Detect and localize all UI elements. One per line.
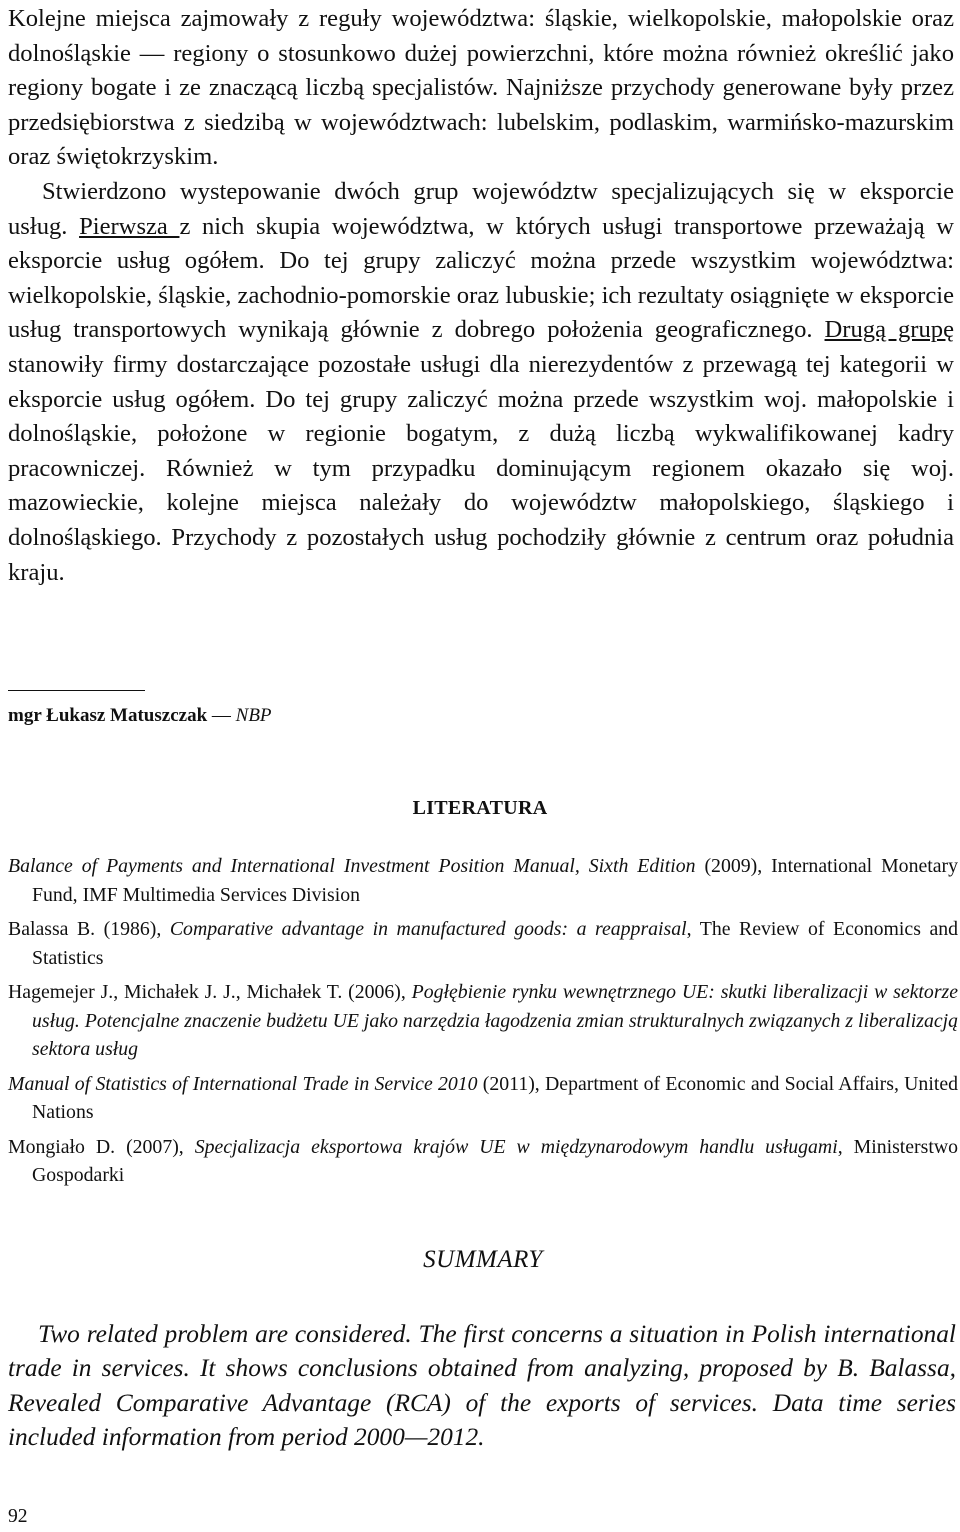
reference-list xyxy=(8,852,958,1196)
underlined-second-group: Drugą grupę xyxy=(824,316,954,344)
reference-title: Comparative advantage in manufactured goods: a reappraisal xyxy=(169,918,687,940)
reference-authors: Hagemejer J., Michałek J. J., Michałek T. (2006), xyxy=(8,981,412,1003)
footnote-rule xyxy=(8,690,145,691)
paragraph-regions-text: Kolejne miejsca zajmowały z reguły województwa: śląskie, wielkopolskie, małopolskie oraz dolnośląskie — regiony o stosunkowo dużej powierzchni, które można również określić jako regiony bogate i ze znaczącą liczbą specjalistów. Najniższe przychody generowane były przez przedsiębiorstwa z siedzibą w województwach: lubelskim, podlaskim, warmińsko-mazurskim oraz świętokrzyskim. xyxy=(8,5,954,171)
reference-item xyxy=(8,1070,958,1127)
author-affiliation: NBP xyxy=(235,705,272,726)
literature-heading: LITERATURA xyxy=(412,797,548,819)
author-dash: — xyxy=(207,705,236,726)
page-number: 92 xyxy=(8,1506,28,1527)
reference-publisher: (2009), International Monetary Fund, IMF Multimedia Services Division xyxy=(32,855,958,906)
reference-title: Balance of Payments and International Investment Position Manual, Sixth Edition xyxy=(8,855,696,877)
summary-text xyxy=(8,1317,956,1455)
reference-authors: Mongiało D. (2007), xyxy=(8,1135,195,1158)
reference-item xyxy=(8,1133,958,1190)
reference-publisher: (2011), Department of Economic and Social Affairs, United Nations xyxy=(32,1072,958,1123)
author-line xyxy=(8,703,272,729)
summary-paragraph: Two related problem are considered. The first concerns a situation in Polish international trade in services. It shows conclusions obtained from analyzing, proposed by B. Balassa, Revealed Comparative Advantage (RCA) of the exports of services. Data time series included information from period 2000—2012. xyxy=(8,1320,956,1452)
reference-title: Pogłębienie rynku wewnętrznego UE: skutki liberalizacji w sektorze usług. Potencjalne znaczenie budżetu UE jako narzędzia łagodzenia zmian strukturalnych związanych z liberalizacją sektora usług xyxy=(32,981,958,1060)
reference-title: Specjalizacja eksportowa krajów UE w międzynarodowym handlu usługami xyxy=(194,1135,838,1158)
reference-item xyxy=(8,852,958,909)
body-text xyxy=(8,2,954,590)
paragraph-regions xyxy=(8,2,954,175)
paragraph-groups xyxy=(8,175,954,590)
underlined-first-group: Pierwsza xyxy=(79,212,180,240)
reference-authors: Balassa B. (1986), xyxy=(8,918,170,940)
reference-item xyxy=(8,978,958,1064)
reference-item xyxy=(8,915,958,972)
summary-heading: SUMMARY xyxy=(423,1246,543,1273)
reference-title: Manual of Statistics of International Trade in Service 2010 xyxy=(8,1072,478,1095)
reference-publisher: , The Review of Economics and Statistics xyxy=(32,918,958,969)
reference-publisher: , Ministerstwo Gospodarki xyxy=(32,1135,959,1186)
paragraph-groups-intro: Stwierdzono wystepowanie dwóch grup województw specjalizujących się w eksporcie usług. xyxy=(8,177,954,240)
paragraph-groups-second: stanowiły firmy dostarczające pozostałe usługi dla nierezydentów z przewagą tej kategorii w eksporcie usług ogółem. Do tej grupy zaliczyć można przede wszystkim woj. małopolskie i dolnośląskie, położone w regionie bogatym, z dużą liczbą wykwalifikowanej kadry pracowniczej. Również w tym przypadku dominującym regionem okazało się woj. mazowieckie, kolejne miejsca należały do województw małopolskiego, śląskiego i dolnośląskiego. Przychody z pozostałych usług pochodziły głównie z centrum oraz południa kraju. xyxy=(8,350,954,586)
author-name: mgr Łukasz Matuszczak xyxy=(8,705,208,726)
paragraph-groups-first: z nich skupia województwa, w których usługi transportowe przeważają w eksporcie usług ogółem. Do tej grupy zaliczyć można przede wszystkim województwa: wielkopolskie, śląskie, zachodnio-pomorskie oraz lubuskie; ich rezultaty osiągnięte w eksporcie usług transportowych wynikają głównie z dobrego położenia geograficznego. xyxy=(8,212,954,344)
